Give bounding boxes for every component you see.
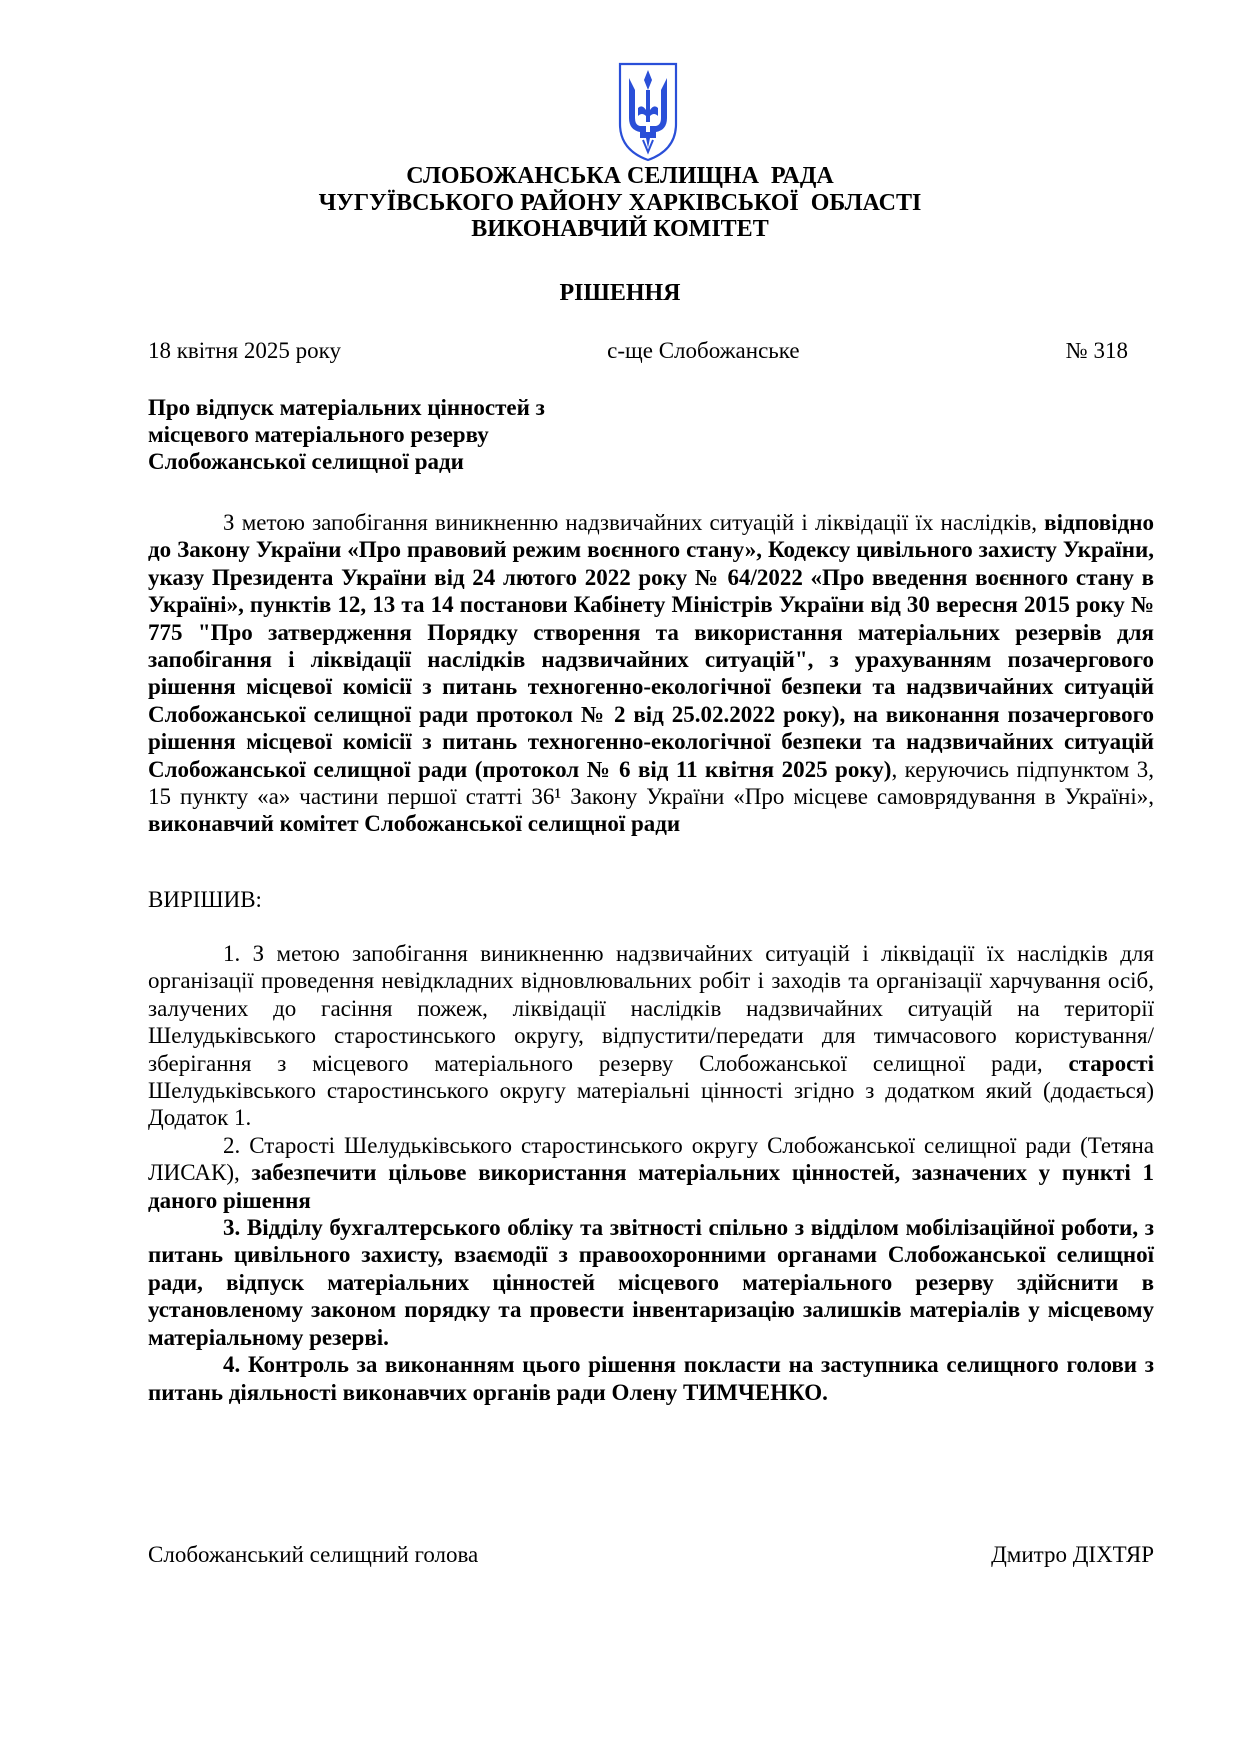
preamble-part-1: З метою запобігання виникненню надзвичайних ситуацій і ліквідації їх наслідків, xyxy=(223,510,1045,535)
decision-item-4: 4. Контроль за виконанням цього рішення покласти на заступника селищного голови з питань діяльності виконавчих органів ради Олену ТИМЧЕНКО. xyxy=(148,1352,1154,1405)
signature-block xyxy=(148,1541,1154,1568)
preamble-part-3: , керуючись підпунктом 3, 15 пункту «а» частини першої статті 36¹ Закону України «Про місцеве самоврядування в Україні», xyxy=(148,756,1154,810)
trident-coat-of-arms-icon xyxy=(616,60,680,162)
subject-line-3: Слобожанської селищної ради xyxy=(148,449,464,474)
header-line-council: СЛОБОЖАНСЬКА СЕЛИЩНА РАДА xyxy=(406,163,834,189)
preamble-part-4: виконавчий комітет Слобожанської селищної ради xyxy=(148,811,681,837)
document-meta-row xyxy=(148,337,1128,364)
preamble-part-2: відповідно до Закону України «Про правовий режим воєнного стану», Кодексу цивільного захисту України, указу Президента України від 24 лютого 2022 року № 64/2022 «Про введення воєнного стану в Україні», пунктів 12, 13 та 14 постанови Кабінету Міністрів України від 30 вересня 2015 року № 775 "Про затвердження Порядку створення та використання матеріальних резервів для запобігання і ліквідації наслідків надзвичайних ситуацій", з урахуванням позачергового рішення місцевої комісії з питань техногенно-екологічної безпеки та надзвичайних ситуацій Слобожанської селищної ради протокол № 2 від 25.02.2022 року), на виконання позачергового рішення місцевої комісії з питань техногенно-екологічної безпеки та надзвичайних ситуацій Слобожанської селищної ради (протокол № 6 від 11 квітня 2025 року) xyxy=(148,510,1154,782)
item-2-part-b: забезпечити цільове використання матеріальних цінностей, зазначених у пункті 1 даного рішення xyxy=(148,1160,1154,1213)
header-line-district: ЧУГУЇВСЬКОГО РАЙОНУ ХАРКІВСЬКОЇ ОБЛАСТІ xyxy=(318,189,922,216)
preamble-paragraph xyxy=(148,509,1154,838)
item-1-part-c: Шелудьківського старостинського округу матеріальні цінності згідно з додатком який (додається) Додаток 1. xyxy=(148,1078,1154,1131)
decision-item-3: 3. Відділу бухгалтерського обліку та звітності спільно з відділом мобілізаційної роботи, з питань цивільного захисту, взаємодії з правоохоронними органами Слобожанської селищної ради, відпуск матеріальних цінностей місцевого матеріального резерву здійснити в установленому законом порядку та провести інвентаризацію залишків матеріалів у місцевому матеріальному резерві. xyxy=(148,1215,1154,1350)
document-number: № 318 xyxy=(1065,338,1128,363)
header-line-committee: ВИКОНАВЧИЙ КОМІТЕТ xyxy=(471,216,769,242)
document-title: РІШЕННЯ xyxy=(559,280,681,306)
decided-label: ВИРІШИВ: xyxy=(148,887,262,912)
decision-item-1 xyxy=(148,940,1154,1132)
signatory-name: Дмитро ДІХТЯР xyxy=(991,1542,1154,1567)
document-place: с-ще Слобожанське xyxy=(607,338,800,363)
document-subject xyxy=(148,394,668,475)
subject-line-2: місцевого матеріального резерву xyxy=(148,422,489,447)
decision-items xyxy=(148,940,1154,1406)
subject-line-1: Про відпуск матеріальних цінностей з xyxy=(148,395,545,420)
item-1-part-b: старості xyxy=(1068,1050,1154,1076)
decision-item-2 xyxy=(148,1132,1154,1214)
institution-header xyxy=(0,163,1240,243)
item-2-part-a: 2. Старості Шелудьківського старостинського округу Слобожанської селищної ради (Тетяна ЛИСАК), xyxy=(148,1132,1154,1186)
document-date: 18 квітня 2025 року xyxy=(148,338,341,363)
signatory-position: Слобожанський селищний голова xyxy=(148,1542,479,1567)
item-1-part-a: 1. З метою запобігання виникненню надзвичайних ситуацій і ліквідації їх наслідків для організації проведення невідкладних відновлювальних робіт і заходів та організації харчування осіб, залучених до гасіння пожеж, ліквідації наслідків надзвичайних ситуацій на території Шелудьківського старостинського округу, відпустити/передати для тимчасового користування/зберігання з місцевого матеріального резерву Слобожанської селищної ради, xyxy=(148,941,1154,1076)
